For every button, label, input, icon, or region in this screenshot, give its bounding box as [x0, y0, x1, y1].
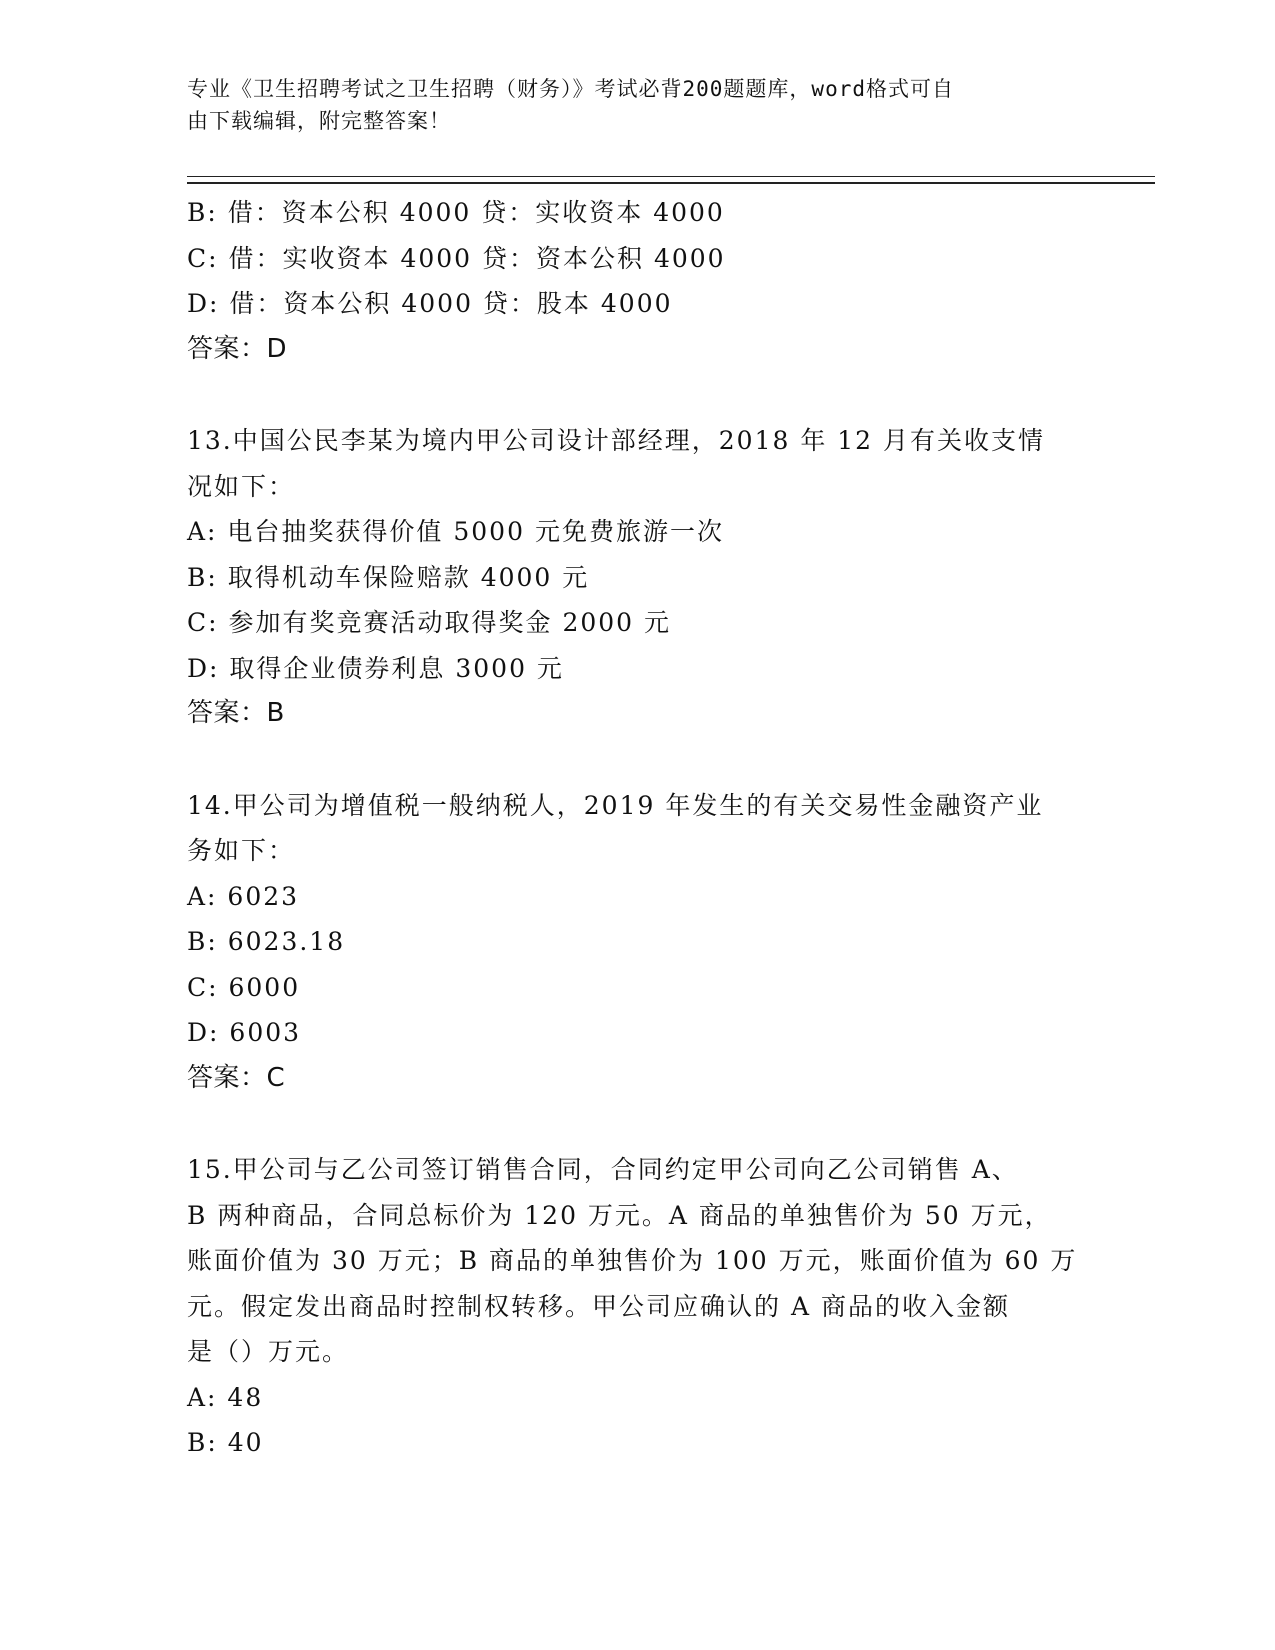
- question-13: [187, 418, 1087, 737]
- header-line-2: 由下载编辑，附完整答案！: [187, 109, 451, 133]
- option-a: A: 6023: [187, 881, 300, 911]
- question-stem-line: 务如下：: [187, 836, 296, 865]
- question-stem-line: 况如下：: [187, 471, 296, 501]
- question-list: [187, 190, 1087, 1466]
- option-d: D: 取得企业债券利息 3000 元: [187, 653, 564, 683]
- option-a: A: 电台抽奖获得价值 5000 元免费旅游一次: [187, 517, 724, 546]
- header-line-1: 专业《卫生招聘考试之卫生招聘（财务）》考试必背200题题库，word格式可自: [187, 77, 954, 101]
- spacer: [187, 737, 1087, 783]
- page-header: [187, 73, 1067, 137]
- question-stem-line: 元。假定发出商品时控制权转移。甲公司应确认的 A 商品的收入金额: [187, 1291, 1010, 1321]
- spacer: [187, 1101, 1087, 1147]
- option-b: B: 借：资本公积 4000 贷：实收资本 4000: [187, 198, 725, 227]
- option-d: D: 6003: [187, 1018, 302, 1047]
- spacer: [187, 372, 1087, 418]
- answer-line: 答案：C: [187, 1062, 286, 1093]
- header-divider-thin: [187, 176, 1155, 177]
- question-stem-line: 是（）万元。: [187, 1337, 350, 1366]
- option-c: C: 参加有奖竞赛活动取得奖金 2000 元: [187, 608, 672, 637]
- question-stem-line: 账面价值为 30 万元；B 商品的单独售价为 100 万元，账面价值为 60 万: [187, 1246, 1078, 1275]
- question-15: [187, 1147, 1087, 1466]
- answer-line: 答案：D: [187, 333, 288, 364]
- answer-line: 答案：B: [187, 698, 285, 728]
- option-b: B: 40: [187, 1428, 264, 1457]
- question-stem-line: 14.甲公司为增值税一般纳税人，2019 年发生的有关交易性金融资产业: [187, 790, 1044, 820]
- question-12-tail: [187, 190, 1087, 372]
- header-divider-thick: [187, 182, 1155, 184]
- question-stem-line: 15.甲公司与乙公司签订销售合同，合同约定甲公司向乙公司销售 A、: [187, 1155, 1019, 1184]
- question-stem-line: B 两种商品，合同总标价为 120 万元。A 商品的单独售价为 50 万元，: [187, 1200, 1052, 1230]
- option-a: A: 48: [187, 1382, 264, 1412]
- question-stem-line: 13.中国公民李某为境内甲公司设计部经理，2018 年 12 月有关收支情: [187, 426, 1046, 455]
- option-c: C: 借：实收资本 4000 贷：资本公积 4000: [187, 243, 726, 273]
- question-14: [187, 783, 1087, 1102]
- option-d: D: 借：资本公积 4000 贷：股本 4000: [187, 289, 673, 318]
- option-b: B: 6023.18: [187, 927, 346, 956]
- option-b: B: 取得机动车保险赔款 4000 元: [187, 562, 590, 592]
- option-c: C: 6000: [187, 972, 301, 1002]
